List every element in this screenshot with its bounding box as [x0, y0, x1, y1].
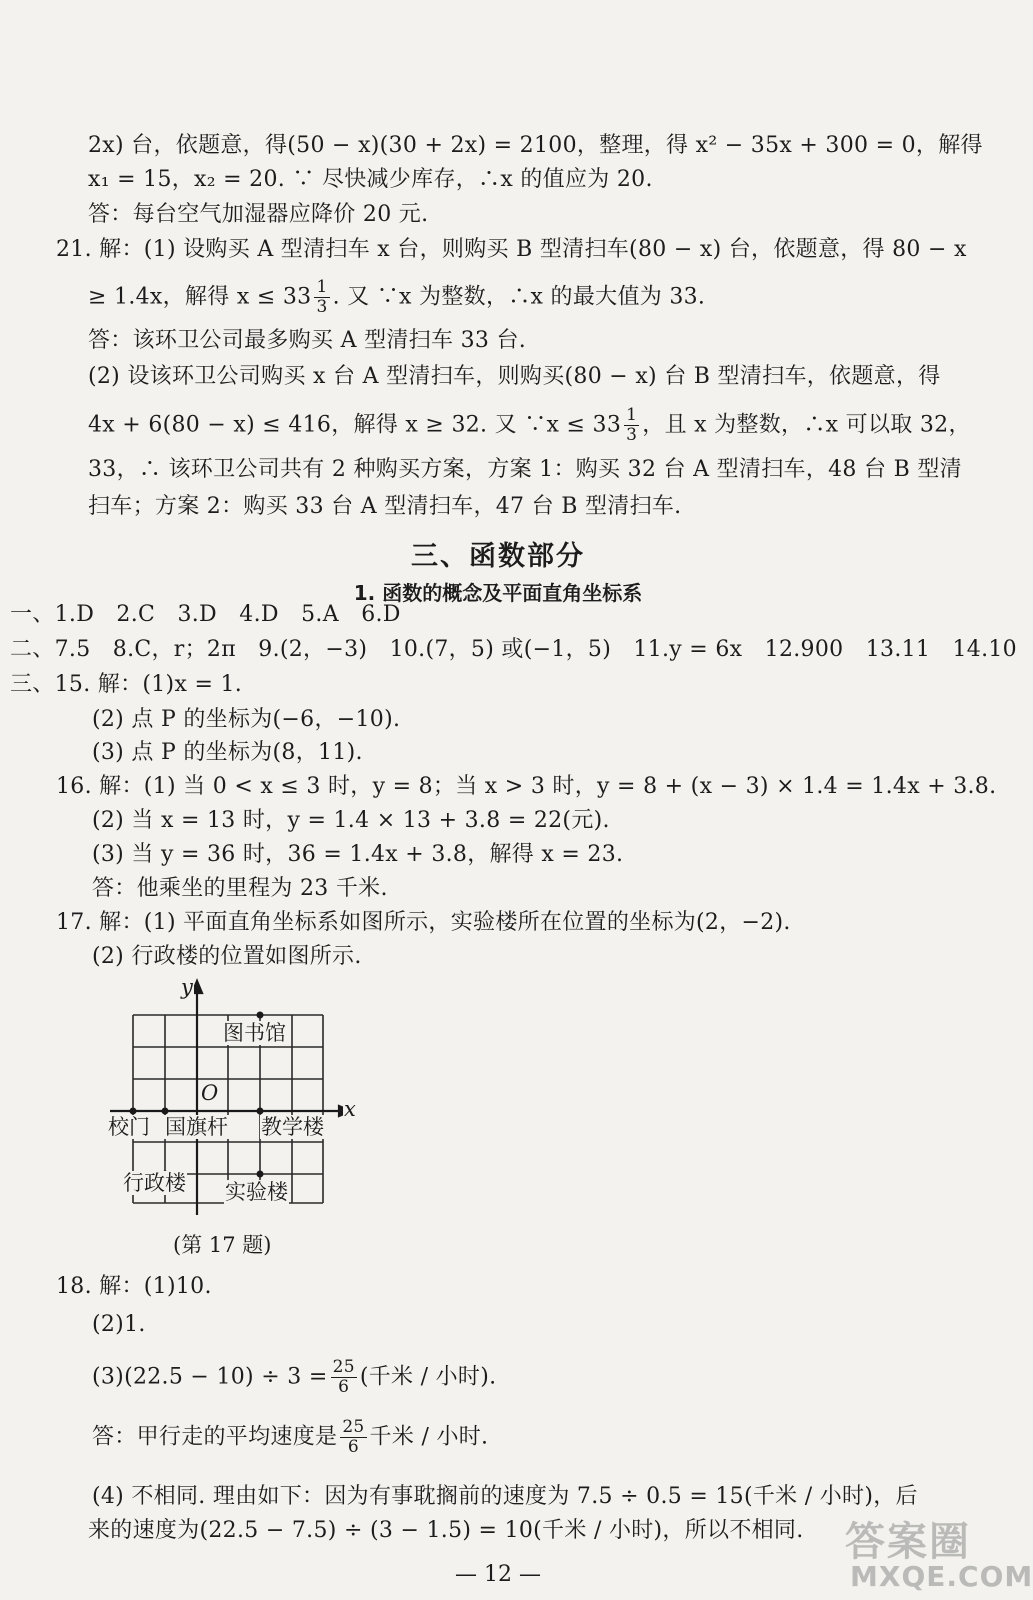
- problem-21-line: 21. 解：(1) 设购买 A 型清扫车 x 台，则购买 B 型清扫车(80 − x) 台，依题意，得 80 − x: [56, 237, 967, 262]
- admin-building-label: 行政楼: [123, 1171, 186, 1195]
- fraction-25-6: [331, 1358, 357, 1397]
- problem-21-line: [88, 406, 971, 445]
- problem-16-line: (3) 当 y = 36 时，36 = 1.4x + 3.8，解得 x = 23.: [92, 842, 624, 867]
- problem-15-line: 三、15. 解：(1)x = 1.: [10, 672, 243, 697]
- problem-16-line: 16. 解：(1) 当 0 < x ≤ 3 时，y = 8；当 x > 3 时，y = 8 + (x − 3) × 1.4 = 1.4x + 3.8.: [56, 774, 997, 799]
- problem-15-line: (3) 点 P 的坐标为(8，11).: [92, 740, 363, 765]
- fraction-denominator: 6: [347, 1437, 359, 1457]
- origin-label: O: [201, 1081, 219, 1105]
- section-heading: 三、函数部分: [411, 541, 585, 572]
- problem-18-line: [92, 1418, 488, 1457]
- figure-caption: (第 17 题): [173, 1233, 272, 1257]
- subsection-heading: 1. 函数的概念及平面直角坐标系: [353, 581, 643, 605]
- problem-18-line: 来的速度为(22.5 − 7.5) ÷ (3 − 1.5) = 10(千米 / 小时)，所以不相同.: [88, 1518, 804, 1543]
- text-segment: (千米 / 小时).: [359, 1364, 497, 1390]
- text-segment: ，且 x 为整数，∴x 可以取 32，: [642, 412, 971, 438]
- problem-18-line: (4) 不相同. 理由如下：因为有事耽搁前的速度为 7.5 ÷ 0.5 = 15(千米 / 小时)，后: [92, 1484, 918, 1509]
- text-segment: 答：甲行走的平均速度是: [92, 1424, 338, 1450]
- text-segment: 千米 / 小时.: [369, 1424, 489, 1450]
- problem-17-line: 17. 解：(1) 平面直角坐标系如图所示，实验楼所在位置的坐标为(2，−2).: [56, 910, 791, 935]
- answer-line: x₁ = 15，x₂ = 20. ∵ 尽快减少库存，∴x 的值应为 20.: [88, 167, 653, 192]
- answer-line: 2x) 台，依题意，得(50 − x)(30 + 2x) = 2100，整理，得 x² − 35x + 300 = 0，解得: [88, 133, 983, 158]
- watermark-text: 答案圈: [845, 1519, 971, 1565]
- fraction-numerator: 25: [332, 1357, 355, 1377]
- problem-21-line: 答：该环卫公司最多购买 A 型清扫车 33 台.: [88, 328, 527, 353]
- text-segment: ≥ 1.4x，解得 x ≤ 33: [88, 284, 312, 310]
- fraction-denominator: 3: [316, 297, 328, 317]
- problem-18-line: (2)1.: [92, 1312, 146, 1337]
- fraction-numerator: 1: [626, 405, 638, 425]
- text-segment: . 又 ∵x 为整数，∴x 的最大值为 33.: [332, 284, 706, 310]
- x-axis-label: x: [344, 1097, 356, 1121]
- answer-line: 答：每台空气加湿器应降价 20 元.: [88, 202, 429, 227]
- teaching-building-label: 教学楼: [261, 1115, 324, 1139]
- lab-building-label: 实验楼: [225, 1180, 288, 1204]
- fraction-25-6: [340, 1418, 366, 1457]
- fraction-denominator: 6: [338, 1377, 350, 1397]
- page-number: — 12 —: [455, 1562, 541, 1587]
- choice-answers: 一、1.D 2.C 3.D 4.D 5.A 6.D: [10, 602, 401, 627]
- school-gate-label: 校门: [108, 1115, 150, 1139]
- fraction-numerator: 1: [316, 277, 328, 297]
- fraction-one-third: [314, 278, 329, 317]
- problem-16-line: (2) 当 x = 13 时，y = 1.4 × 13 + 3.8 = 22(元).: [92, 808, 610, 833]
- problem-17-line: (2) 行政楼的位置如图所示.: [92, 944, 362, 969]
- problem-21-line: (2) 设该环卫公司购买 x 台 A 型清扫车，则购买(80 − x) 台 B 型清扫车，依题意，得: [88, 364, 941, 389]
- library-label: 图书馆: [223, 1021, 286, 1045]
- problem-21-line: 扫车；方案 2：购买 33 台 A 型清扫车，47 台 B 型清扫车.: [88, 494, 682, 519]
- problem-15-line: (2) 点 P 的坐标为(−6，−10).: [92, 707, 401, 732]
- fraction-one-third: [624, 406, 639, 445]
- fill-answers: 二、7.5 8.C，r；2π 9.(2，−3) 10.(7，5) 或(−1，5) 11.y = 6x 12.900 13.11 14.10: [10, 637, 1017, 662]
- problem-21-line: [88, 278, 705, 317]
- problem-21-line: 33，∴ 该环卫公司共有 2 种购买方案，方案 1：购买 32 台 A 型清扫车，48 台 B 型清: [88, 457, 962, 482]
- problem-18-line: 18. 解：(1)10.: [56, 1274, 212, 1299]
- watermark-logo: [845, 1510, 1033, 1595]
- fraction-denominator: 3: [626, 425, 638, 445]
- text-segment: (3)(22.5 − 10) ÷ 3 =: [92, 1364, 328, 1390]
- y-axis-label: y: [181, 975, 193, 999]
- fraction-numerator: 25: [342, 1417, 365, 1437]
- problem-18-line: [92, 1358, 496, 1397]
- coordinate-grid-figure: [100, 975, 370, 1265]
- watermark-url: MXQE.COM: [850, 1560, 1033, 1593]
- problem-16-line: 答：他乘坐的里程为 23 千米.: [92, 876, 388, 901]
- text-segment: 4x + 6(80 − x) ≤ 416，解得 x ≥ 32. 又 ∵x ≤ 33: [88, 412, 622, 438]
- flagpole-label: 国旗杆: [165, 1115, 228, 1139]
